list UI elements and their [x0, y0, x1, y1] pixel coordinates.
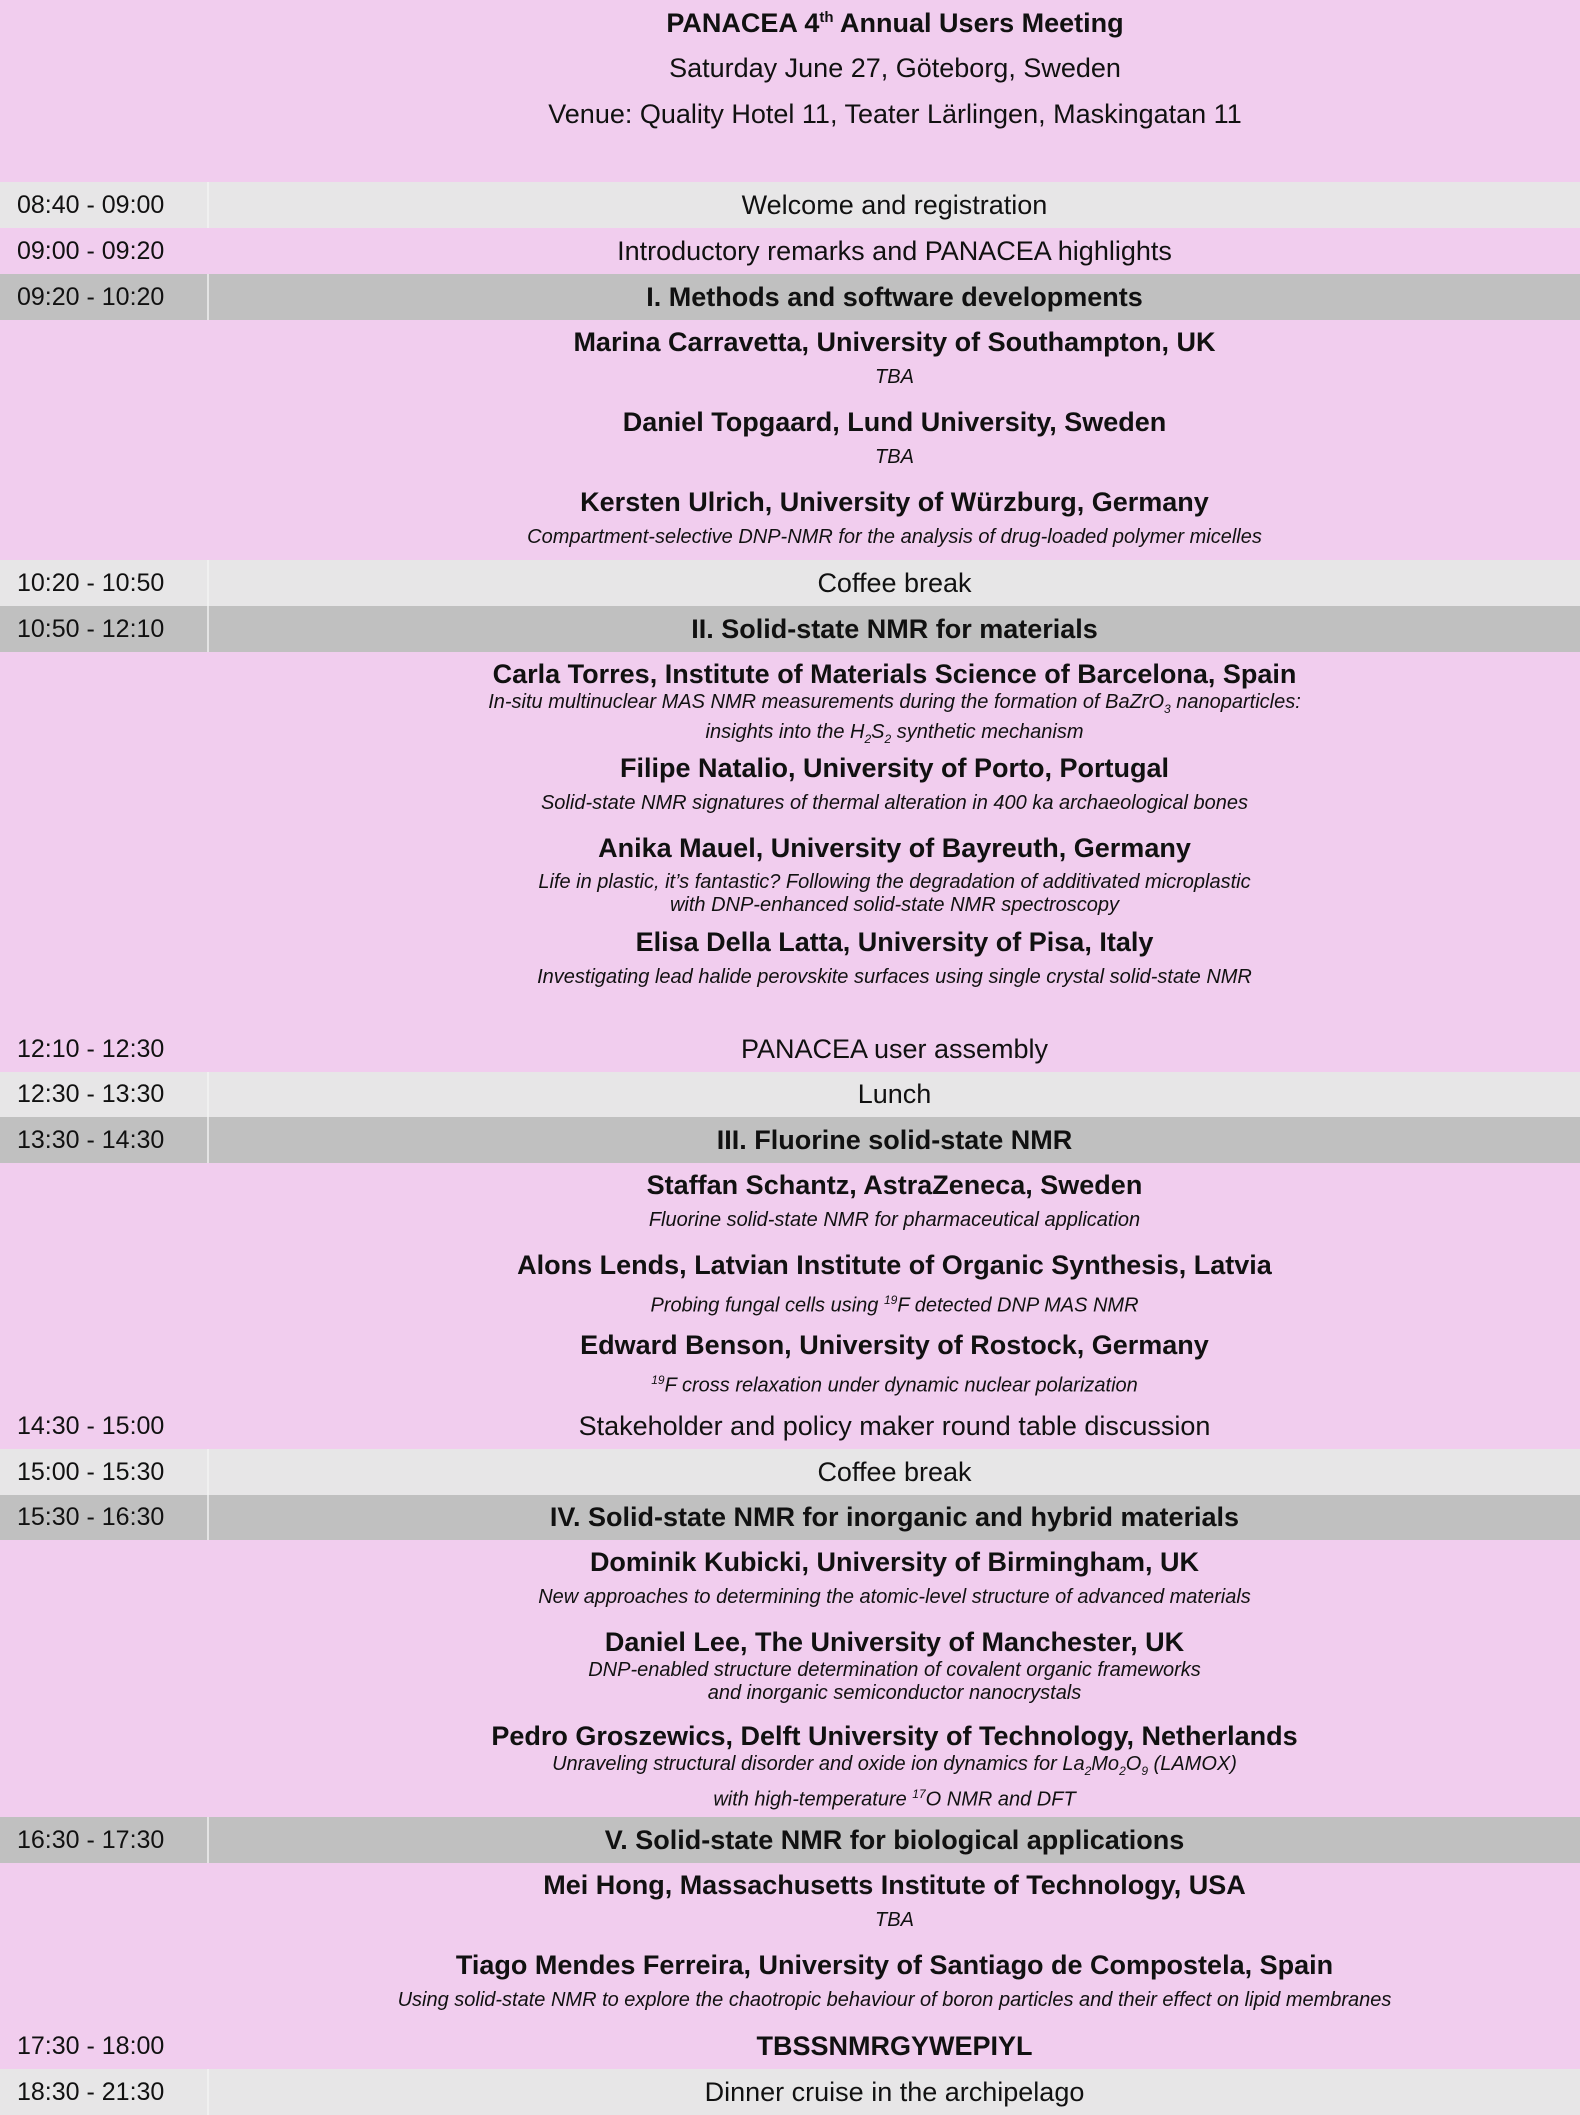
speaker: Daniel Lee, The University of Manchester, UK	[604, 1627, 1185, 1657]
schedule-row	[0, 1072, 1580, 1117]
row-label: Introductory remarks and PANACEA highlights	[617, 235, 1172, 266]
talk-title: $^{19}$F cross relaxation under dynamic nuclear polarization	[651, 1373, 1138, 1397]
speaker: Carla Torres, Institute of Materials Science of Barcelona, Spain	[492, 659, 1297, 689]
talk	[209, 1328, 1580, 1404]
row-label: TBSSNMRGYWEPIYL	[756, 2030, 1033, 2061]
row-time: 15:00 - 15:30	[17, 1457, 165, 1486]
row-label: Coffee break	[817, 567, 972, 598]
speaker: Filipe Natalio, University of Porto, Portugal	[619, 753, 1170, 783]
session-talks	[0, 652, 1580, 1026]
session-title: III. Fluorine solid-state NMR	[716, 1124, 1073, 1155]
title-superscript: th	[819, 9, 834, 26]
session-talks	[0, 1163, 1580, 1403]
session-title: V. Solid-state NMR for biological applications	[604, 1824, 1185, 1855]
page-title	[0, 8, 1580, 39]
session-header	[0, 606, 1580, 652]
schedule-table	[0, 182, 1580, 2115]
speaker: Tiago Mendes Ferreira, University of Santiago de Compostela, Spain	[455, 1950, 1334, 1980]
talk	[209, 1948, 1580, 2018]
header	[0, 0, 1580, 182]
talk-title: New approaches to determining the atomic-level structure of advanced materials	[538, 1586, 1251, 1608]
talk-title: Fluorine solid-state NMR for pharmaceutical application	[648, 1209, 1141, 1231]
speaker: Kersten Ulrich, University of Würzburg, Germany	[580, 487, 1209, 517]
row-time: 10:20 - 10:50	[17, 568, 165, 597]
talk	[209, 325, 1580, 405]
talk	[209, 1719, 1580, 1812]
session-talks	[0, 1540, 1580, 1817]
talk	[209, 1625, 1580, 1719]
speaker: Daniel Topgaard, Lund University, Sweden	[622, 407, 1167, 437]
speaker: Alons Lends, Latvian Institute of Organic Synthesis, Latvia	[517, 1250, 1272, 1280]
row-label: PANACEA user assembly	[740, 1033, 1049, 1064]
speaker: Marina Carravetta, University of Southampton, UK	[573, 327, 1216, 357]
schedule-row	[0, 182, 1580, 228]
title-suffix: Annual Users Meeting	[833, 8, 1124, 38]
schedule-row	[0, 560, 1580, 606]
talk-title: Investigating lead halide perovskite surfaces using single crystal solid-state NMR	[537, 966, 1252, 988]
row-time: 16:30 - 17:30	[17, 1825, 165, 1854]
schedule-row	[0, 1026, 1580, 1072]
schedule-row	[0, 1449, 1580, 1495]
row-time: 18:30 - 21:30	[17, 2077, 165, 2106]
row-time: 08:40 - 09:00	[17, 190, 165, 219]
speaker: Pedro Groszewics, Delft University of Technology, Netherlands	[491, 1721, 1298, 1751]
row-time: 13:30 - 14:30	[17, 1125, 165, 1154]
event-date: Saturday June 27, Göteborg, Sweden	[669, 53, 1121, 83]
session-header	[0, 1117, 1580, 1163]
speaker: Anika Mauel, University of Bayreuth, Germany	[598, 833, 1191, 863]
row-time: 09:20 - 10:20	[17, 282, 165, 311]
event-venue: Venue: Quality Hotel 11, Teater Lärlingen, Maskingatan 11	[548, 99, 1242, 129]
talk	[209, 1545, 1580, 1625]
speaker: Dominik Kubicki, University of Birmingham, UK	[589, 1547, 1200, 1577]
row-label: Stakeholder and policy maker round table discussion	[578, 1410, 1211, 1441]
title-prefix: PANACEA 4	[666, 8, 820, 38]
row-time: 15:30 - 16:30	[17, 1503, 165, 1531]
talk-title: Using solid-state NMR to explore the chaotropic behaviour of boron particles and their effect on lipid membranes	[397, 1989, 1392, 2011]
row-label: Lunch	[857, 1079, 932, 1109]
session-header	[0, 1495, 1580, 1540]
talk-title: TBA	[875, 446, 914, 468]
talk-title: TBA	[875, 1909, 914, 1931]
schedule-row	[0, 1403, 1580, 1449]
session-title: I. Methods and software developments	[646, 281, 1143, 312]
talk-title: TBA	[875, 366, 914, 388]
schedule-row	[0, 2023, 1580, 2069]
row-label: Welcome and registration	[741, 189, 1048, 220]
speaker: Mei Hong, Massachusetts Institute of Technology, USA	[543, 1870, 1246, 1900]
row-time: 12:10 - 12:30	[17, 1034, 165, 1063]
speaker: Elisa Della Latta, University of Pisa, Italy	[635, 927, 1154, 957]
session-talks	[0, 320, 1580, 560]
talk-title: DNP-enabled structure determination of covalent organic frameworks and inorganic semiconductor nanocrystals	[588, 1659, 1201, 1704]
talk	[209, 831, 1580, 925]
row-time: 14:30 - 15:00	[17, 1411, 165, 1440]
session-title: IV. Solid-state NMR for inorganic and hybrid materials	[549, 1502, 1240, 1532]
schedule-row	[0, 2069, 1580, 2115]
row-time: 17:30 - 18:00	[17, 2031, 165, 2060]
session-header	[0, 274, 1580, 320]
talk	[209, 1248, 1580, 1328]
talk-title: Compartment-selective DNP-NMR for the analysis of drug-loaded polymer micelles	[527, 526, 1262, 548]
session-header	[0, 1817, 1580, 1863]
talk	[209, 751, 1580, 831]
row-time: 09:00 - 09:20	[17, 236, 165, 265]
speaker: Edward Benson, University of Rostock, Germany	[580, 1330, 1209, 1360]
talk	[209, 1868, 1580, 1948]
talk	[209, 925, 1580, 995]
talk-title: Probing fungal cells using $^{19}$F detected DNP MAS NMR	[650, 1293, 1139, 1317]
talk	[209, 405, 1580, 485]
talk	[209, 657, 1580, 751]
session-talks	[0, 1863, 1580, 2023]
talk-title: In-situ multinuclear MAS NMR measurements during the formation of BaZrO$_3$ nanoparticles: insights into the $H_2S_2$ synthetic mechanism	[488, 691, 1301, 746]
talk-title: Solid-state NMR signatures of thermal alteration in 400 ka archaeological bones	[540, 792, 1249, 814]
talk-title: Unraveling structural disorder and oxide ion dynamics for $La_2Mo_2O_9$ (LAMOX) with high-temperature $^{17}$O NMR and DFT	[552, 1753, 1237, 1811]
talk	[209, 485, 1580, 555]
session-title: II. Solid-state NMR for materials	[691, 613, 1098, 644]
speaker: Staffan Schantz, AstraZeneca, Sweden	[646, 1170, 1143, 1200]
schedule-row	[0, 228, 1580, 274]
row-label: Dinner cruise in the archipelago	[704, 2076, 1085, 2107]
row-time: 12:30 - 13:30	[17, 1080, 165, 1108]
talk-title: Life in plastic, it’s fantastic? Following the degradation of additivated microplastic with DNP-enhanced solid-state NMR spectroscopy	[538, 871, 1251, 916]
row-time: 10:50 - 12:10	[17, 614, 165, 643]
row-label: Coffee break	[817, 1456, 972, 1487]
talk	[209, 1168, 1580, 1248]
